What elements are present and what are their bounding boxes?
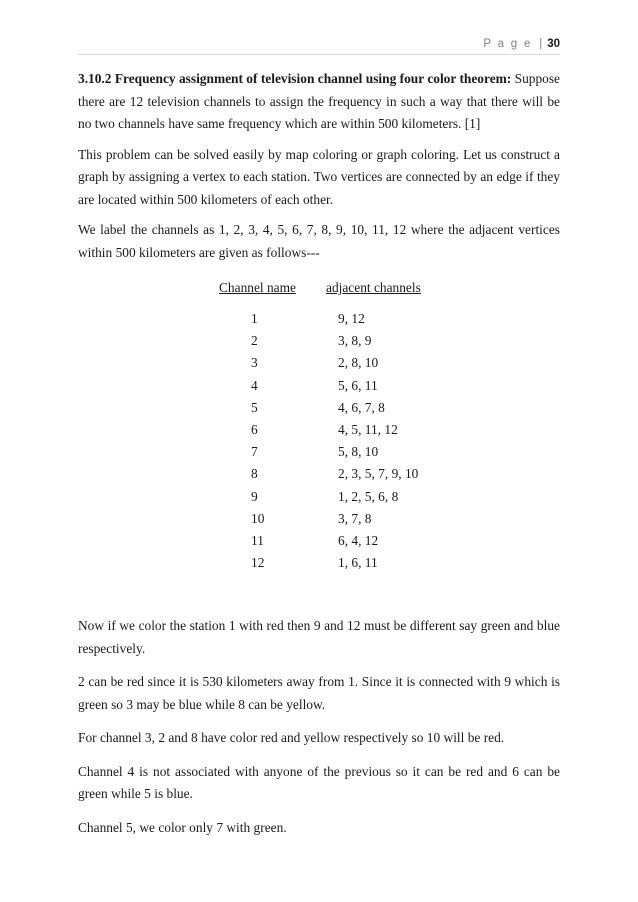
coloring-paragraph-1: Now if we color the station 1 with red then 9 and 12 must be different say green and blue respectively. <box>78 618 560 656</box>
page-number: 30 <box>547 38 560 50</box>
table-row <box>219 355 479 377</box>
table-row <box>219 466 479 488</box>
coloring-paragraph-2: 2 can be red since it is 530 kilometers away from 1. Since it is connected with 9 which is green so 3 may be blue while 8 can be yellow. <box>78 674 560 712</box>
section-heading: 3.10.2 Frequency assignment of television channel using four color theorem: <box>78 71 512 86</box>
adjacent-channels-cell: 6, 4, 12 <box>338 532 379 548</box>
table-row <box>219 444 479 466</box>
channel-name-cell: 11 <box>251 532 264 548</box>
table-row <box>219 311 479 333</box>
adjacent-channels-cell: 1, 6, 11 <box>338 555 378 571</box>
channel-name-cell: 8 <box>251 466 258 482</box>
adjacent-channels-cell: 5, 6, 11 <box>338 377 378 393</box>
table-row <box>219 533 479 555</box>
channel-name-cell: 6 <box>251 421 258 437</box>
page-label: P a g e <box>483 38 533 50</box>
coloring-paragraph-5: Channel 5, we color only 7 with green. <box>78 819 287 835</box>
column-header-adjacent-channels: adjacent channels <box>326 280 421 295</box>
channel-name-cell: 2 <box>251 333 258 349</box>
channel-name-cell: 3 <box>251 355 258 371</box>
table-row <box>219 378 479 400</box>
table-row <box>219 400 479 422</box>
header-divider <box>78 54 560 55</box>
header-separator: | <box>539 38 543 50</box>
adjacent-channels-cell: 3, 7, 8 <box>338 510 372 526</box>
table-row <box>219 511 479 533</box>
labels-paragraph: We label the channels as 1, 2, 3, 4, 5, 6, 7, 8, 9, 10, 11, 12 where the adjacent vertices within 500 kilometers are given as follows--- <box>78 222 560 260</box>
adjacent-channels-cell: 5, 8, 10 <box>338 444 379 460</box>
table-row <box>219 333 479 355</box>
graph-paragraph: This problem can be solved easily by map coloring or graph coloring. Let us construct a graph by assigning a vertex to each station. Two vertices are connected by an edge if they are located within 500 kilometers of each other. <box>78 146 560 207</box>
adjacent-channels-cell: 2, 3, 5, 7, 9, 10 <box>338 466 419 482</box>
channel-name-cell: 9 <box>251 488 258 504</box>
table-row <box>219 422 479 444</box>
channel-name-cell: 10 <box>251 510 265 526</box>
channel-name-cell: 12 <box>251 555 265 571</box>
channel-name-cell: 5 <box>251 399 258 415</box>
coloring-paragraph-4: Channel 4 is not associated with anyone of the previous so it can be red and 6 can be green while 5 is blue. <box>78 763 560 801</box>
heading-body-text: Suppose there are 12 television channels to assign the frequency in such a way that there will be no two channels have same frequency which are within 500 kilometers. [1] <box>78 71 560 131</box>
table-body <box>219 311 479 577</box>
coloring-explanation <box>78 615 560 850</box>
adjacent-channels-cell: 4, 6, 7, 8 <box>338 399 385 415</box>
channel-name-cell: 7 <box>251 444 258 460</box>
column-header-channel-name: Channel name <box>219 280 296 295</box>
channel-name-cell: 4 <box>251 377 258 393</box>
page-header <box>483 38 560 50</box>
adjacent-channels-cell: 3, 8, 9 <box>338 333 372 349</box>
intro-paragraph <box>78 68 560 136</box>
adjacent-channels-cell: 1, 2, 5, 6, 8 <box>338 488 399 504</box>
channel-name-cell: 1 <box>251 311 258 326</box>
adjacent-channels-cell: 2, 8, 10 <box>338 355 379 371</box>
coloring-paragraph-3: For channel 3, 2 and 8 have color red and yellow respectively so 10 will be red. <box>78 730 505 745</box>
adjacent-channels-cell: 9, 12 <box>338 311 365 326</box>
intro-section <box>78 68 560 272</box>
table-row <box>219 555 479 577</box>
adjacent-channels-cell: 4, 5, 11, 12 <box>338 421 398 437</box>
table-row <box>219 489 479 511</box>
